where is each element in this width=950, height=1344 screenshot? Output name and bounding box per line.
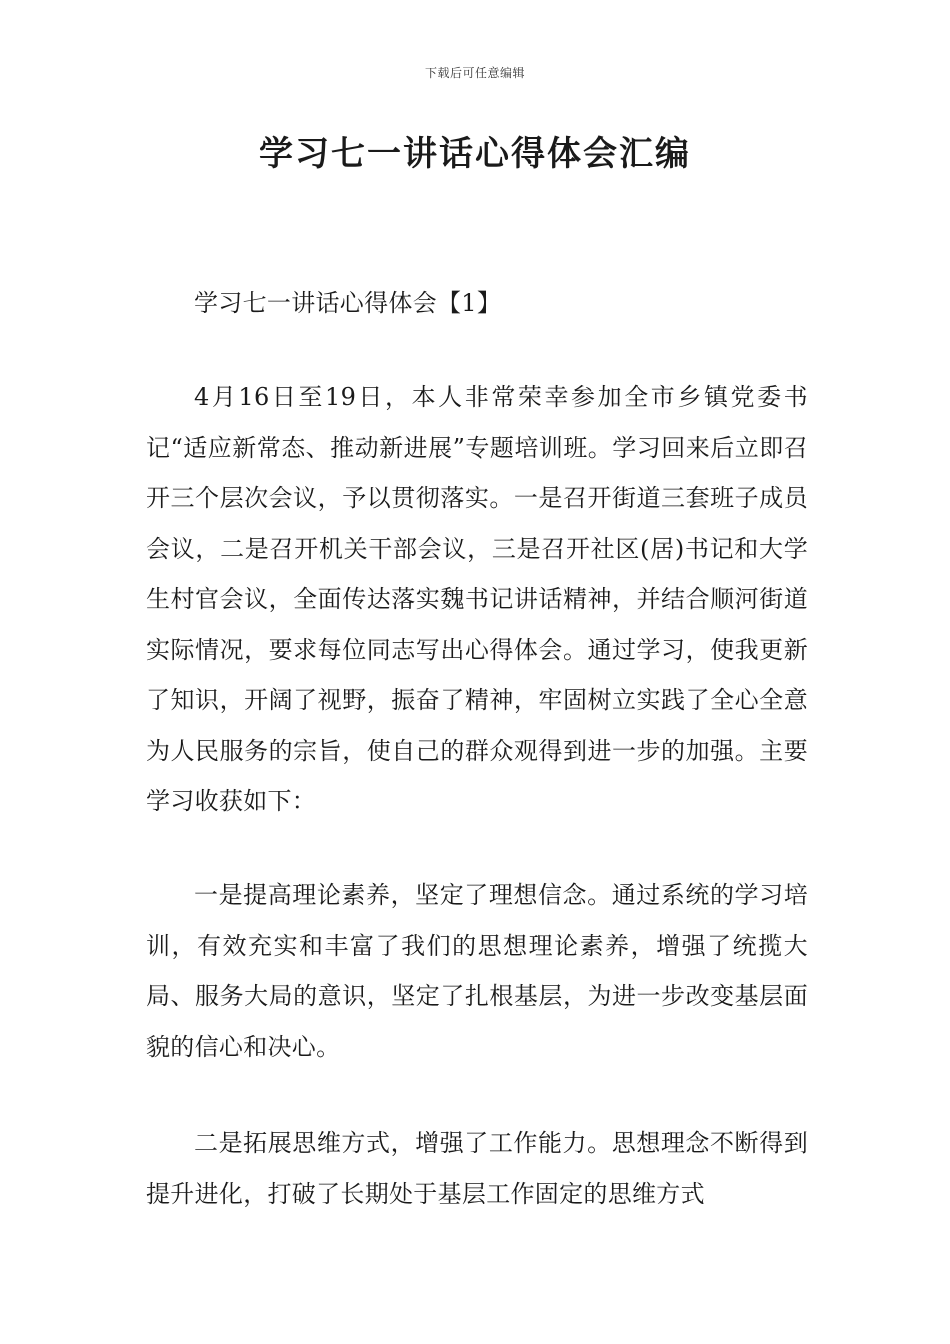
document-title: 学习七一讲话心得体会汇编 <box>259 134 691 174</box>
paragraph-1: 4月16日至19日，本人非常荣幸参加全市乡镇党委书记“适应新常态、推动新进展”专题培训班。学习回来后立即召开三个层次会议，予以贯彻落实。一是召开街道三套班子成员会议，二是召开机关干部会议，三是召开社区(居)书记和大学生村官会议，全面传达落实魏书记讲话精神，并结合顺河街道实际情况，要求每位同志写出心得体会。通过学习，使我更新了知识，开阔了视野，振奋了精神，牢固树立实践了全心全意为人民服务的宗旨，使自己的群众观得到进一步的加强。主要学习收获如下： <box>146 383 808 815</box>
paragraph-3: 二是拓展思维方式，增强了工作能力。思想理念不断得到提升进化，打破了长期处于基层工作固定的思维方式 <box>146 1129 808 1208</box>
section-heading: 学习七一讲话心得体会【1】 <box>194 289 502 317</box>
header-note: 下载后可任意编辑 <box>424 66 525 80</box>
paragraph-2: 一是提高理论素养，坚定了理想信念。通过系统的学习培训，有效充实和丰富了我们的思想理论素养，增强了统揽大局、服务大局的意识，坚定了扎根基层，为进一步改变基层面貌的信心和决心。 <box>146 881 808 1061</box>
